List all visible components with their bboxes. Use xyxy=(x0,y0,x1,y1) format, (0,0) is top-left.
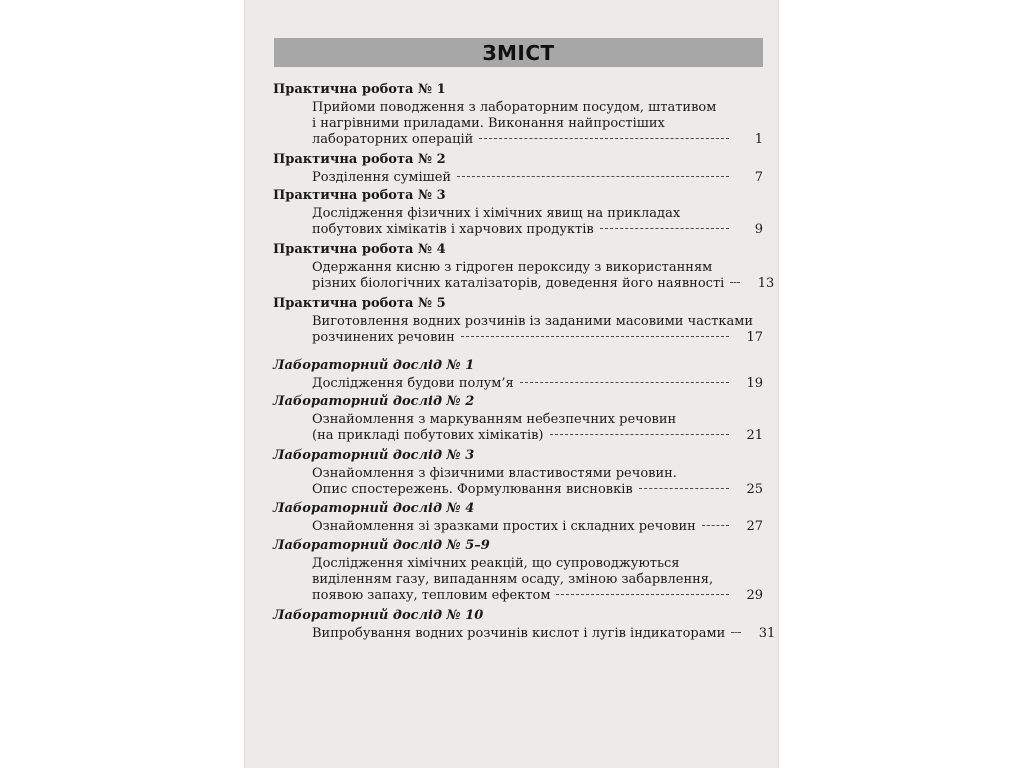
toc-entry-text: розчинених речовин xyxy=(312,330,455,345)
leader-dots xyxy=(600,228,729,229)
toc-entry-text: різних біологічних каталізаторів, доведення його наявності xyxy=(312,276,725,291)
toc-entry-line: Виготовлення водних розчинів із заданими масовими частками xyxy=(312,314,754,329)
toc-entry-text: Дослідження будови полум’я xyxy=(312,376,514,391)
leader-dots xyxy=(550,434,729,435)
toc-entry-text: побутових хімікатів і харчових продуктів xyxy=(312,222,594,237)
leader-dots xyxy=(730,282,740,283)
page-number: 17 xyxy=(746,330,763,345)
toc-entry-line xyxy=(312,222,763,238)
leader-dots xyxy=(639,488,729,489)
toc-entry-text: Випробування водних розчинів кислот і лугів індикаторами xyxy=(312,626,726,641)
toc-entry-text: лабораторних операцій xyxy=(312,132,474,147)
toc-entry-line: Ознайомлення з маркуванням небезпечних речовин xyxy=(312,412,677,427)
toc-entry-line: Одержання кисню з гідроген пероксиду з використанням xyxy=(312,260,713,275)
toc-entry-text: появою запаху, тепловим ефектом xyxy=(312,588,551,603)
leader-dots xyxy=(520,382,729,383)
page-number: 21 xyxy=(746,428,763,443)
page-number: 31 xyxy=(758,626,776,641)
leader-dots xyxy=(457,176,729,177)
toc-entry-line xyxy=(312,482,763,498)
toc-entry-text: Розділення сумішей xyxy=(312,170,452,185)
toc-entry-line xyxy=(312,276,775,292)
leader-dots xyxy=(461,336,729,337)
page-number: 27 xyxy=(746,519,763,534)
book-page xyxy=(244,0,779,768)
toc-entry-text: Опис спостережень. Формулювання висновків xyxy=(312,482,633,497)
toc-entry-text: (на прикладі побутових хімікатів) xyxy=(312,428,544,443)
toc-entry-heading: Лабораторний дослід № 4 xyxy=(273,501,475,516)
toc-entry-heading: Лабораторний дослід № 10 xyxy=(273,608,484,623)
toc-entry-line xyxy=(312,588,763,604)
toc-entry-heading: Лабораторний дослід № 3 xyxy=(273,448,475,463)
page-title: ЗМІСТ xyxy=(482,40,555,65)
toc-entry-text: Ознайомлення зі зразками простих і складних речовин xyxy=(312,519,696,534)
page-number: 7 xyxy=(754,170,763,185)
toc-entry-line xyxy=(312,376,763,392)
toc-entry-heading: Практична робота № 4 xyxy=(273,242,446,257)
toc-entry-heading: Практична робота № 2 xyxy=(273,152,446,167)
page-number: 29 xyxy=(746,588,763,603)
toc-entry-line xyxy=(312,170,763,186)
toc-entry-heading: Лабораторний дослід № 2 xyxy=(273,394,475,409)
leader-dots xyxy=(702,525,729,526)
toc-entry-line: виділенням газу, випаданням осаду, зміною забарвлення, xyxy=(312,572,714,587)
toc-entry-heading: Практична робота № 3 xyxy=(273,188,446,203)
page-number: 25 xyxy=(746,482,763,497)
leader-dots xyxy=(731,632,741,633)
page-number: 13 xyxy=(757,276,775,291)
toc-entry-line xyxy=(312,519,763,535)
toc-entry-line xyxy=(312,626,776,642)
page-number: 19 xyxy=(746,376,763,391)
toc-entry-line xyxy=(312,132,763,148)
page-number: 1 xyxy=(754,132,763,147)
toc-entry-line: Прийоми поводження з лабораторним посудом, штативом xyxy=(312,100,717,115)
toc-entry-line: Дослідження хімічних реакцій, що супроводжуються xyxy=(312,556,680,571)
toc-entry-heading: Практична робота № 1 xyxy=(273,82,446,97)
toc-entry-heading: Практична робота № 5 xyxy=(273,296,446,311)
page-number: 9 xyxy=(754,222,763,237)
toc-entry-heading: Лабораторний дослід № 5–9 xyxy=(273,538,490,553)
leader-dots xyxy=(479,138,729,139)
toc-entry-line: Ознайомлення з фізичними властивостями речовин. xyxy=(312,466,677,481)
toc-entry-line: Дослідження фізичних і хімічних явищ на прикладах xyxy=(312,206,681,221)
leader-dots xyxy=(556,594,729,595)
toc-entry-heading: Лабораторний дослід № 1 xyxy=(273,358,475,373)
toc-entry-line: і нагрівними приладами. Виконання найпростіших xyxy=(312,116,665,131)
table-of-contents xyxy=(244,0,779,768)
toc-entry-line xyxy=(312,428,763,444)
toc-entry-line xyxy=(312,330,763,346)
